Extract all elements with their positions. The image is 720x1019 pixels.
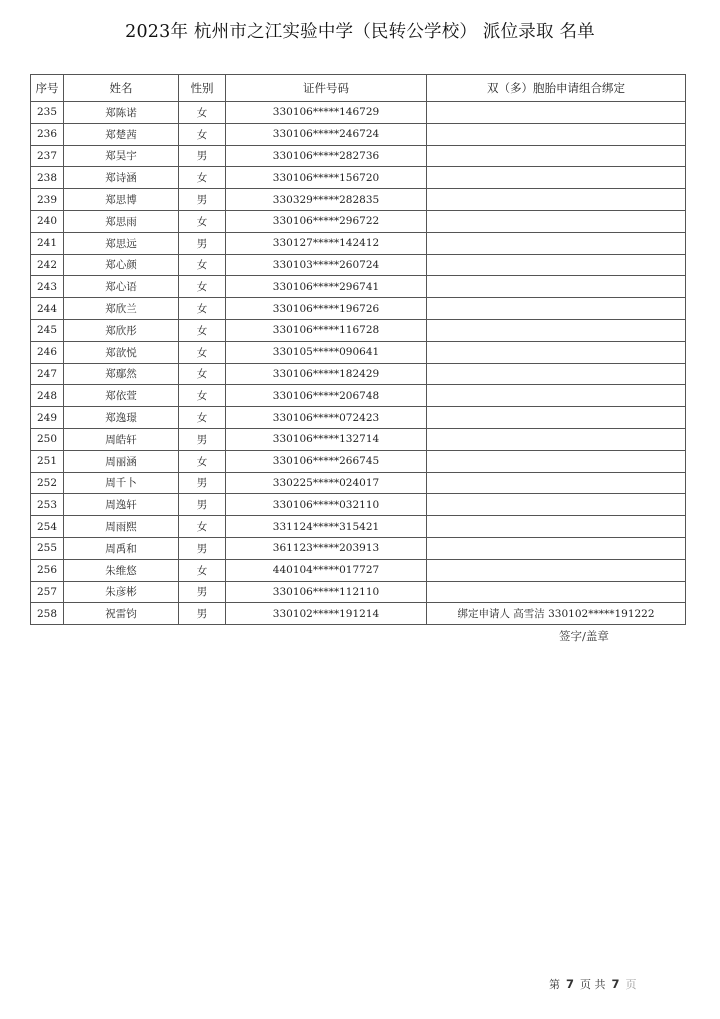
table-row [31,145,686,167]
cell-name: 朱彦彬 [64,581,179,603]
cell-name: 郑思雨 [64,210,179,232]
cell-name: 周雨熙 [64,516,179,538]
cell-name: 郑诗涵 [64,167,179,189]
cell-gender: 男 [179,189,226,211]
cell-twin-binding [427,189,686,211]
cell-gender: 女 [179,167,226,189]
cell-twin-binding [427,276,686,298]
table-row [31,298,686,320]
page-footer [549,976,637,992]
table-row [31,407,686,429]
cell-index: 255 [31,537,64,559]
cell-twin-binding: 绑定申请人 高雪洁 330102*****191222 [427,603,686,625]
cell-twin-binding [427,319,686,341]
cell-id-number: 330127*****142412 [226,232,427,254]
cell-name: 郑心语 [64,276,179,298]
cell-gender: 女 [179,254,226,276]
cell-twin-binding [427,145,686,167]
cell-gender: 女 [179,516,226,538]
footer-prefix: 第 [549,978,560,991]
cell-name: 郑逸璟 [64,407,179,429]
cell-twin-binding [427,559,686,581]
cell-id-number: 331124*****315421 [226,516,427,538]
signature-label: 签字/盖章 [559,629,609,643]
cell-name: 周禹和 [64,537,179,559]
cell-name: 郑昊宇 [64,145,179,167]
cell-name: 郑陈诺 [64,102,179,124]
table-row [31,428,686,450]
cell-gender: 男 [179,472,226,494]
table-row [31,363,686,385]
cell-gender: 女 [179,210,226,232]
cell-name: 郑思博 [64,189,179,211]
cell-index: 237 [31,145,64,167]
cell-id-number: 440104*****017727 [226,559,427,581]
cell-twin-binding [427,385,686,407]
cell-id-number: 330102*****191214 [226,603,427,625]
page-title: 2023年 杭州市之江实验中学（民转公学校） 派位录取 名单 [125,22,595,42]
table-row [31,123,686,145]
cell-name: 朱维悠 [64,559,179,581]
cell-name: 郑鄢然 [64,363,179,385]
table-row [31,581,686,603]
cell-twin-binding [427,537,686,559]
cell-index: 243 [31,276,64,298]
table-row [31,319,686,341]
cell-twin-binding [427,516,686,538]
cell-id-number: 330106*****132714 [226,428,427,450]
header-gender: 性别 [179,75,226,102]
cell-id-number: 361123*****203913 [226,537,427,559]
cell-id-number: 330106*****182429 [226,363,427,385]
cell-id-number: 330106*****296722 [226,210,427,232]
cell-id-number: 330106*****072423 [226,407,427,429]
footer-page-number: 7 [566,977,575,991]
cell-twin-binding [427,298,686,320]
table-row [31,603,686,625]
cell-twin-binding [427,494,686,516]
cell-name: 郑楚茜 [64,123,179,145]
cell-gender: 女 [179,450,226,472]
cell-gender: 女 [179,407,226,429]
cell-id-number: 330329*****282835 [226,189,427,211]
cell-index: 252 [31,472,64,494]
cell-name: 郑歆悦 [64,341,179,363]
header-name: 姓名 [64,75,179,102]
cell-name: 周逸轩 [64,494,179,516]
cell-index: 246 [31,341,64,363]
cell-twin-binding [427,363,686,385]
cell-id-number: 330105*****090641 [226,341,427,363]
cell-index: 254 [31,516,64,538]
cell-index: 251 [31,450,64,472]
table-row [31,385,686,407]
cell-gender: 男 [179,494,226,516]
cell-index: 258 [31,603,64,625]
cell-gender: 女 [179,341,226,363]
table-row [31,494,686,516]
cell-gender: 男 [179,145,226,167]
cell-name: 郑思远 [64,232,179,254]
cell-id-number: 330106*****032110 [226,494,427,516]
cell-index: 248 [31,385,64,407]
cell-name: 周千卜 [64,472,179,494]
table-row [31,276,686,298]
cell-index: 238 [31,167,64,189]
footer-suffix: 页 [625,978,637,991]
table-row [31,167,686,189]
cell-name: 周丽涵 [64,450,179,472]
header-index: 序号 [31,75,64,102]
admission-table [30,74,686,625]
cell-name: 郑依萱 [64,385,179,407]
table-row [31,210,686,232]
header-twin-binding: 双（多）胞胎申请组合绑定 [427,75,686,102]
cell-gender: 女 [179,363,226,385]
table-row [31,450,686,472]
cell-twin-binding [427,210,686,232]
cell-index: 236 [31,123,64,145]
cell-id-number: 330106*****156720 [226,167,427,189]
cell-twin-binding [427,581,686,603]
cell-twin-binding [427,407,686,429]
table-row [31,102,686,124]
cell-index: 249 [31,407,64,429]
cell-index: 250 [31,428,64,450]
table-header-row [31,75,686,102]
cell-gender: 男 [179,603,226,625]
cell-id-number: 330106*****116728 [226,319,427,341]
header-id-number: 证件号码 [226,75,427,102]
cell-id-number: 330103*****260724 [226,254,427,276]
cell-id-number: 330106*****146729 [226,102,427,124]
cell-id-number: 330106*****206748 [226,385,427,407]
cell-twin-binding [427,450,686,472]
cell-gender: 女 [179,102,226,124]
table-body [31,102,686,625]
cell-id-number: 330106*****266745 [226,450,427,472]
cell-gender: 男 [179,428,226,450]
cell-index: 240 [31,210,64,232]
cell-index: 239 [31,189,64,211]
table-row [31,254,686,276]
cell-twin-binding [427,254,686,276]
cell-index: 241 [31,232,64,254]
cell-name: 郑心颜 [64,254,179,276]
footer-total-pages: 7 [611,977,620,991]
cell-twin-binding [427,472,686,494]
cell-gender: 男 [179,581,226,603]
cell-twin-binding [427,428,686,450]
cell-twin-binding [427,341,686,363]
cell-index: 235 [31,102,64,124]
cell-gender: 女 [179,319,226,341]
cell-gender: 女 [179,298,226,320]
cell-index: 244 [31,298,64,320]
cell-index: 253 [31,494,64,516]
cell-name: 祝雷钧 [64,603,179,625]
cell-gender: 女 [179,123,226,145]
cell-name: 周皓轩 [64,428,179,450]
table-row [31,559,686,581]
cell-gender: 女 [179,385,226,407]
cell-twin-binding [427,167,686,189]
table-row [31,537,686,559]
cell-twin-binding [427,123,686,145]
cell-index: 245 [31,319,64,341]
cell-name: 郑欣彤 [64,319,179,341]
cell-name: 郑欣兰 [64,298,179,320]
cell-twin-binding [427,232,686,254]
cell-index: 247 [31,363,64,385]
footer-middle: 页 共 [580,978,606,991]
cell-index: 242 [31,254,64,276]
cell-gender: 女 [179,559,226,581]
table-row [31,341,686,363]
cell-id-number: 330106*****246724 [226,123,427,145]
cell-id-number: 330106*****296741 [226,276,427,298]
cell-index: 257 [31,581,64,603]
table-row [31,472,686,494]
cell-gender: 女 [179,276,226,298]
cell-gender: 男 [179,537,226,559]
cell-gender: 男 [179,232,226,254]
cell-id-number: 330106*****196726 [226,298,427,320]
cell-twin-binding [427,102,686,124]
table-row [31,189,686,211]
table-row [31,232,686,254]
cell-index: 256 [31,559,64,581]
table-row [31,516,686,538]
cell-id-number: 330225*****024017 [226,472,427,494]
cell-id-number: 330106*****112110 [226,581,427,603]
cell-id-number: 330106*****282736 [226,145,427,167]
